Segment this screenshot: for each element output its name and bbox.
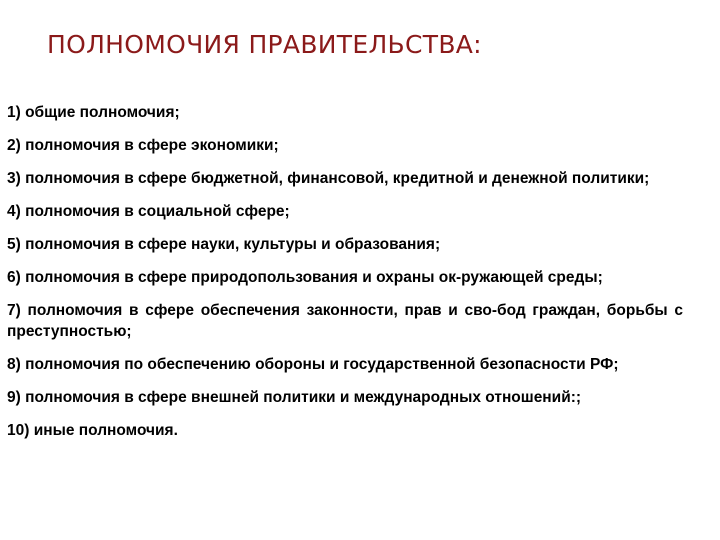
list-item: 10) иные полномочия. xyxy=(7,422,178,439)
list-item: 6) полномочия в сфере природопользования и охраны ок-ружающей среды; xyxy=(7,269,603,286)
list-item: 2) полномочия в сфере экономики; xyxy=(7,137,279,154)
list-item: 5) полномочия в сфере науки, культуры и образования; xyxy=(7,236,441,253)
list-item: 3) полномочия в сфере бюджетной, финансовой, кредитной и денежной политики; xyxy=(7,170,650,187)
powers-list xyxy=(7,102,683,453)
list-item: 9) полномочия в сфере внешней политики и международных отношений:; xyxy=(7,389,582,406)
list-item: 1) общие полномочия; xyxy=(7,104,180,121)
slide-title: ПОЛНОМОЧИЯ ПРАВИТЕЛЬСТВА: xyxy=(47,30,482,59)
list-item: 7) полномочия в сфере обеспечения законности, прав и сво-бод граждан, борьбы с преступностью; xyxy=(7,302,683,340)
list-item: 4) полномочия в социальной сфере; xyxy=(7,203,290,220)
list-item: 8) полномочия по обеспечению обороны и государственной безопасности РФ; xyxy=(7,356,619,373)
